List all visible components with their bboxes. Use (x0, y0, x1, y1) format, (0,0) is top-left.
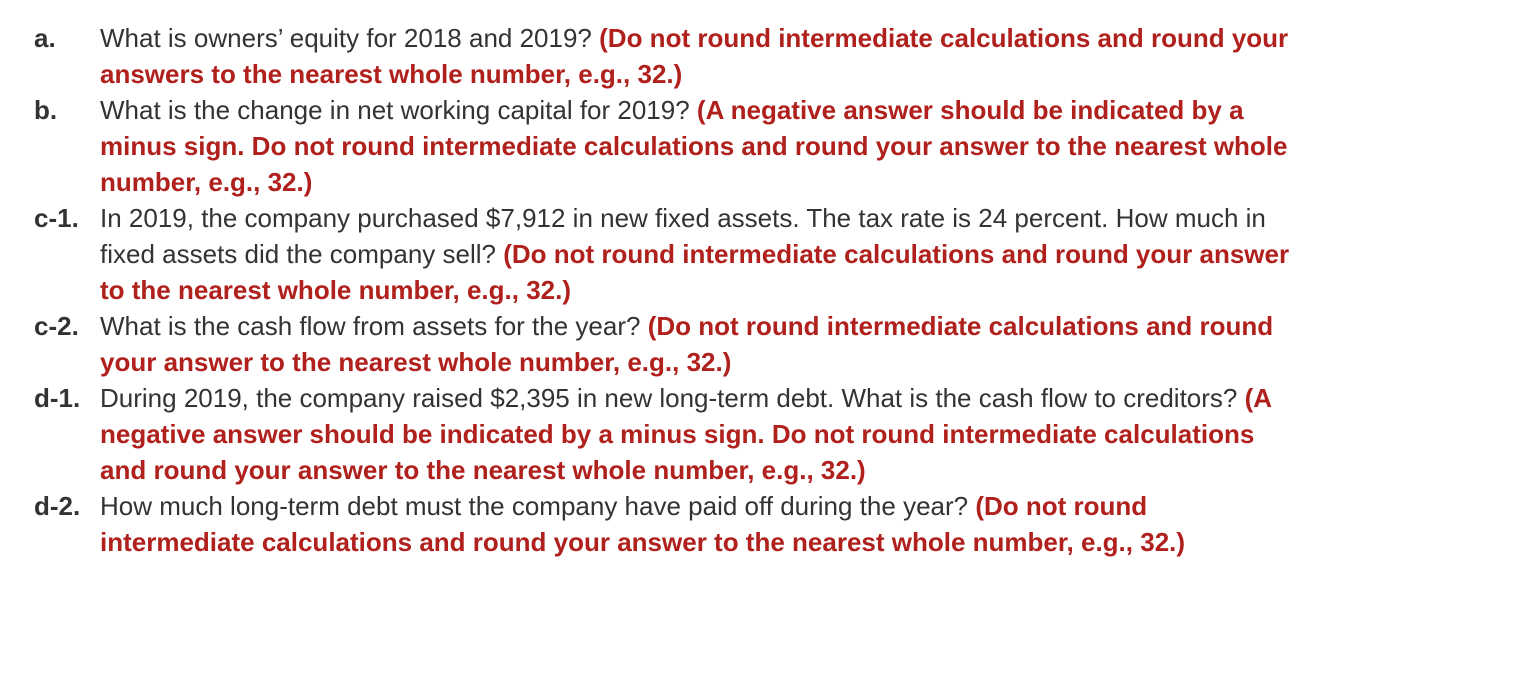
question-item-a (34, 20, 1294, 92)
question-text: What is the cash flow from assets for the year? (100, 311, 641, 341)
question-text: During 2019, the company raised $2,395 in new long-term debt. What is the cash flow to creditors? (100, 383, 1238, 413)
question-text: In 2019, the company purchased $7,912 in new fixed assets. The tax rate is 24 percent. How much in fixed assets did the company sell? (100, 203, 1266, 269)
question-body (100, 488, 1294, 560)
question-body (100, 92, 1294, 200)
question-body (100, 308, 1294, 380)
question-item-c1 (34, 200, 1294, 308)
question-instruction: (Do not round intermediate calculations and round your answer to the nearest whole number, e.g., 32.) (100, 491, 1186, 557)
question-text: What is owners’ equity for 2018 and 2019? (100, 23, 592, 53)
question-body (100, 20, 1294, 92)
question-item-c2 (34, 308, 1294, 380)
question-marker: d-1. (34, 383, 81, 413)
question-item-d1 (34, 380, 1294, 488)
question-list (34, 20, 1294, 560)
question-item-d2 (34, 488, 1294, 560)
question-text: What is the change in net working capital for 2019? (100, 95, 690, 125)
question-body (100, 200, 1294, 308)
question-text: How much long-term debt must the company have paid off during the year? (100, 491, 969, 521)
question-instruction: (A negative answer should be indicated by a minus sign. Do not round intermediate calculations and round your answer to the nearest whole number, e.g., 32.) (100, 95, 1288, 197)
question-marker: a. (34, 23, 56, 53)
question-instruction: (Do not round intermediate calculations and round your answer to the nearest whole number, e.g., 32.) (100, 311, 1274, 377)
question-instruction: (Do not round intermediate calculations and round your answer to the nearest whole number, e.g., 32.) (100, 239, 1290, 305)
question-marker: c-2. (34, 311, 79, 341)
question-instruction: (A negative answer should be indicated by a minus sign. Do not round intermediate calculations and round your answer to the nearest whole number, e.g., 32.) (100, 383, 1272, 485)
question-instruction: (Do not round intermediate calculations and round your answers to the nearest whole number, e.g., 32.) (100, 23, 1289, 89)
question-marker: b. (34, 95, 58, 125)
question-marker: d-2. (34, 491, 81, 521)
question-marker: c-1. (34, 203, 79, 233)
question-body (100, 380, 1294, 488)
question-item-b (34, 92, 1294, 200)
